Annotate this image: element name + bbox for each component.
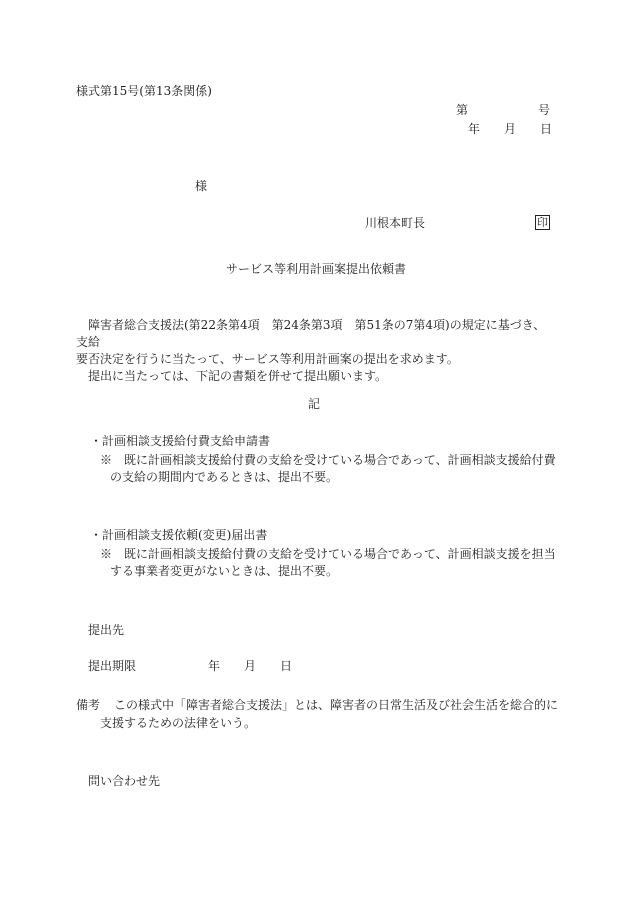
body-paragraph (76, 317, 554, 385)
date-month: 月 (504, 122, 517, 136)
deadline-month: 月 (244, 659, 257, 673)
date-day: 日 (540, 122, 553, 136)
ki-heading: 記 (308, 397, 321, 411)
item2-note-line-1: ※ 既に計画相談支援給付費の支給を受けている場合であって、計画相談支援を担当 (100, 547, 556, 561)
body-line-3: 提出に当たっては、下記の書類を併せて提出願います。 (88, 369, 388, 383)
item1-note-line-2: の支給の期間内であるときは、提出不要。 (110, 470, 339, 484)
number-prefix: 第 (456, 103, 469, 117)
date-year: 年 (468, 122, 481, 136)
form-id: 様式第15号(第13条関係) (76, 84, 212, 98)
body-line-1: 障害者総合支援法(第22条第4項 第24条第3項 第51条の7第4項)の規定に基づき、支給 (76, 318, 546, 349)
remarks-line-1: この様式中「障害者総合支援法」とは、障害者の日常生活及び社会生活を総合的に (114, 698, 559, 712)
deadline-year: 年 (208, 659, 221, 673)
item1-note-line-1: ※ 既に計画相談支援給付費の支給を受けている場合であって、計画相談支援給付費 (100, 453, 556, 467)
submit-to-label: 提出先 (88, 623, 125, 637)
remarks-label: 備考 (76, 698, 101, 712)
number-suffix: 号 (538, 103, 551, 117)
body-line-2: 要否決定を行うに当たって、サービス等利用計画案の提出を求めます。 (76, 352, 459, 366)
item2-title: ・計画相談支援依頼(変更)届出書 (90, 528, 268, 542)
item2-note-line-2: する事業者変更がないときは、提出不要。 (110, 564, 339, 578)
sender: 川根本町長 (365, 216, 426, 230)
inquiry-label: 問い合わせ先 (88, 774, 161, 788)
document-title: サービス等利用計画案提出依頼書 (226, 262, 407, 276)
seal-mark (535, 215, 550, 230)
deadline-label: 提出期限 (88, 659, 137, 673)
item1-note (100, 452, 556, 486)
deadline-day: 日 (280, 659, 293, 673)
item2-note (100, 546, 556, 580)
item1-title: ・計画相談支援給付費支給申請書 (90, 434, 271, 448)
remarks-line-2: 支援するための法律をいう。 (100, 716, 257, 730)
seal-text: 印 (537, 216, 548, 229)
addressee-suffix: 様 (195, 179, 208, 193)
